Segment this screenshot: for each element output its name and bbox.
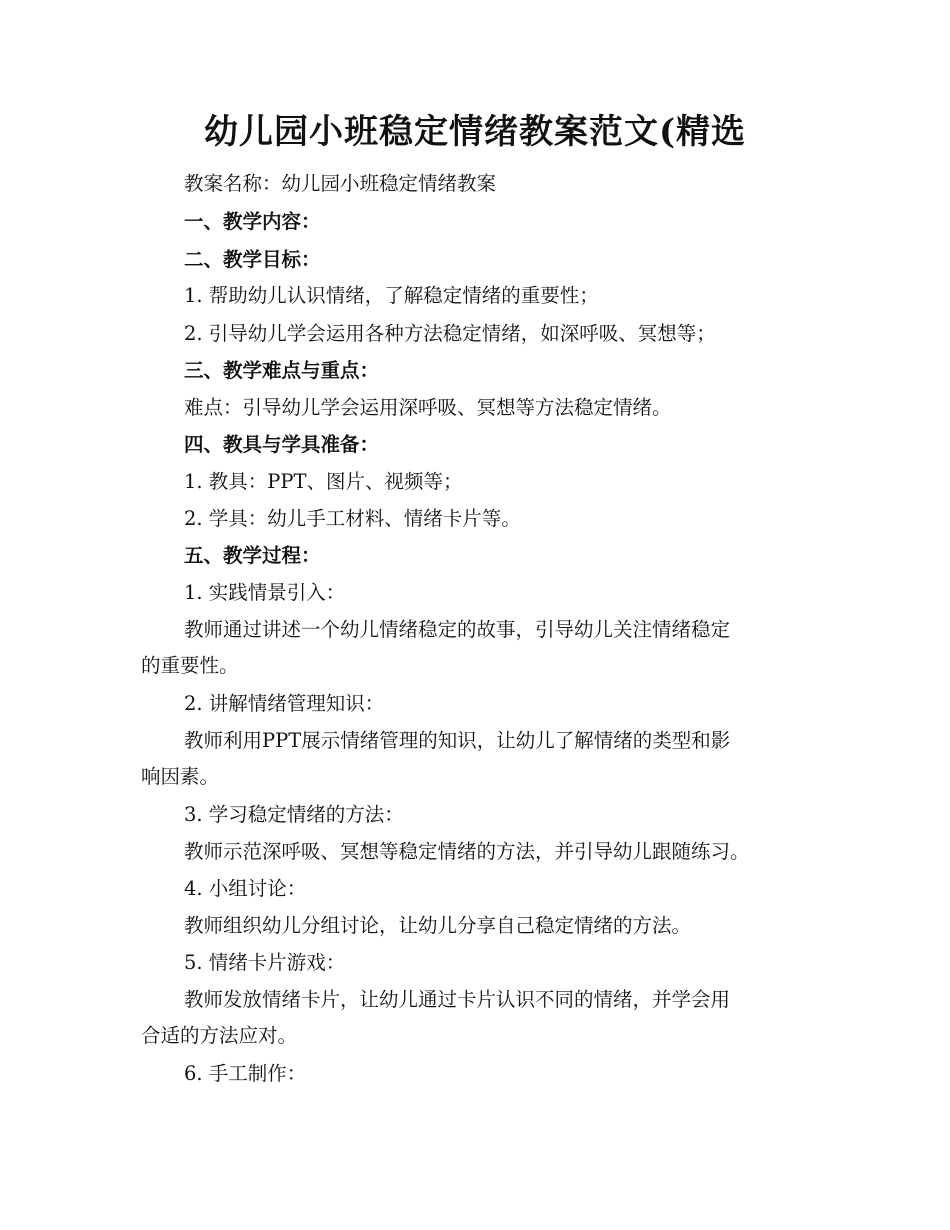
lesson-name-line: 教案名称：幼儿园小班稳定情绪教案: [184, 172, 497, 195]
difficulty-text: 难点：引导幼儿学会运用深呼吸、冥想等方法稳定情绪。: [184, 396, 672, 419]
section-heading-content: 一、教学内容：: [184, 210, 321, 233]
objective-item-1: 1. 帮助幼儿认识情绪，了解稳定情绪的重要性；: [184, 284, 599, 307]
process-step-1: 1. 实践情景引入：: [184, 581, 346, 604]
materials-item-2: 2. 学具：幼儿手工材料、情绪卡片等。: [184, 507, 521, 530]
process-step-5-text: 教师发放情绪卡片，让幼儿通过卡片认识不同的情绪，并学会用: [184, 988, 731, 1011]
section-heading-process: 五、教学过程：: [184, 544, 321, 567]
process-step-1-text-cont: 的重要性。: [141, 654, 239, 677]
section-heading-difficulties: 三、教学难点与重点：: [184, 359, 380, 382]
process-step-5-text-cont: 合适的方法应对。: [141, 1024, 298, 1047]
process-step-2-text-cont: 响因素。: [141, 765, 220, 788]
objective-item-2: 2. 引导幼儿学会运用各种方法稳定情绪，如深呼吸、冥想等；: [184, 322, 716, 345]
process-step-4-text: 教师组织幼儿分组讨论，让幼儿分享自己稳定情绪的方法。: [184, 914, 692, 937]
process-step-3: 3. 学习稳定情绪的方法：: [184, 803, 404, 826]
section-heading-objectives: 二、教学目标：: [184, 248, 321, 271]
materials-item-1: 1. 教具：PPT、图片、视频等；: [184, 470, 463, 493]
process-step-2-text: 教师利用PPT展示情绪管理的知识，让幼儿了解情绪的类型和影: [184, 729, 731, 752]
process-step-3-text: 教师示范深呼吸、冥想等稳定情绪的方法，并引导幼儿跟随练习。: [184, 840, 750, 863]
section-heading-materials: 四、教具与学具准备：: [184, 433, 380, 456]
document-title: 幼儿园小班稳定情绪教案范文(精选: [203, 112, 747, 152]
process-step-4: 4. 小组讨论：: [184, 877, 307, 900]
process-step-6: 6. 手工制作：: [184, 1062, 307, 1085]
process-step-2: 2. 讲解情绪管理知识：: [184, 692, 385, 715]
process-step-1-text: 教师通过讲述一个幼儿情绪稳定的故事，引导幼儿关注情绪稳定: [184, 618, 731, 641]
process-step-5: 5. 情绪卡片游戏：: [184, 951, 346, 974]
